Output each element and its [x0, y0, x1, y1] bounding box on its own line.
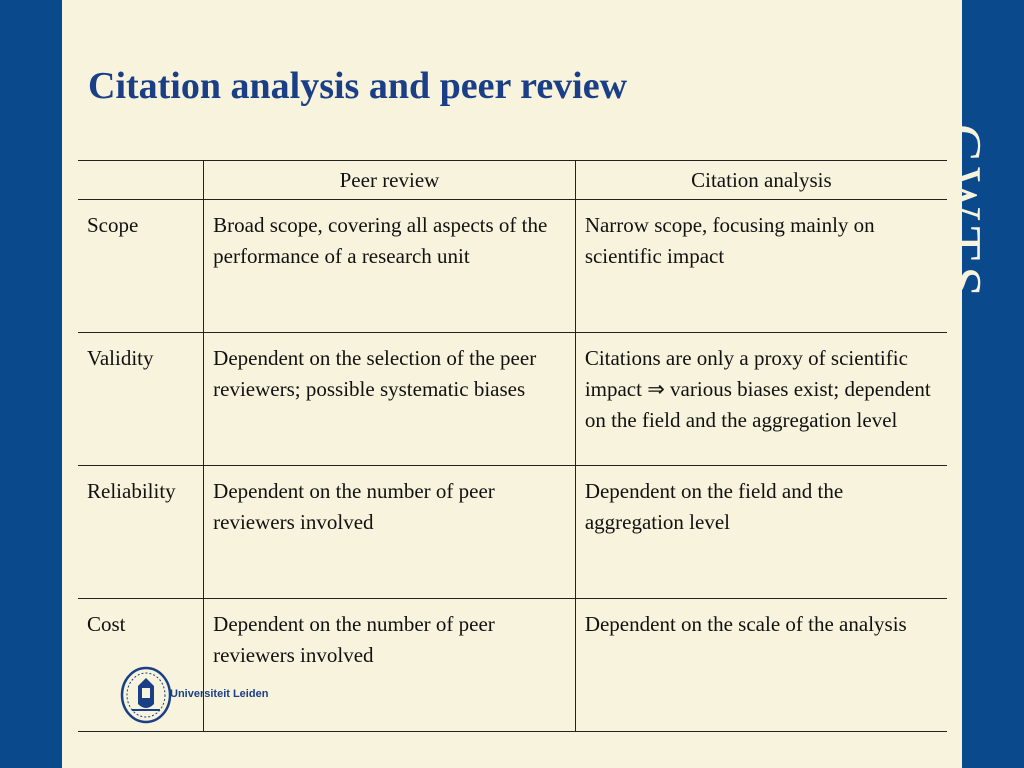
table-row — [78, 466, 947, 599]
comparison-table — [78, 160, 947, 732]
peer-review-cell: Dependent on the number of peer reviewers involved — [204, 599, 576, 732]
cwts-brand-text: CWTS — [930, 124, 992, 304]
peer-review-cell: Dependent on the number of peer reviewers involved — [204, 466, 576, 599]
row-label: Cost — [78, 599, 204, 732]
table-header-citation-analysis: Citation analysis — [575, 161, 947, 200]
university-seal-icon — [118, 664, 174, 724]
peer-review-cell: Dependent on the selection of the peer reviewers; possible systematic biases — [204, 333, 576, 466]
citation-analysis-cell: Dependent on the scale of the analysis — [575, 599, 947, 732]
row-label: Reliability — [78, 466, 204, 599]
university-logo — [118, 664, 268, 724]
table-header-empty — [78, 161, 204, 200]
peer-review-cell: Broad scope, covering all aspects of the performance of a research unit — [204, 200, 576, 333]
university-name: Universiteit Leiden — [170, 688, 269, 700]
row-label: Validity — [78, 333, 204, 466]
row-label: Scope — [78, 200, 204, 333]
table-header-row — [78, 161, 947, 200]
citation-analysis-cell: Citations are only a proxy of scientific impact ⇒ various biases exist; dependent on the field and the aggregation level — [575, 333, 947, 466]
citation-analysis-cell: Dependent on the field and the aggregation level — [575, 466, 947, 599]
table-row — [78, 200, 947, 333]
right-blue-band — [962, 0, 1024, 768]
table-header-peer-review: Peer review — [204, 161, 576, 200]
table-row — [78, 333, 947, 466]
citation-analysis-cell: Narrow scope, focusing mainly on scientific impact — [575, 200, 947, 333]
slide-title: Citation analysis and peer review — [88, 65, 628, 107]
left-blue-band — [0, 0, 62, 768]
